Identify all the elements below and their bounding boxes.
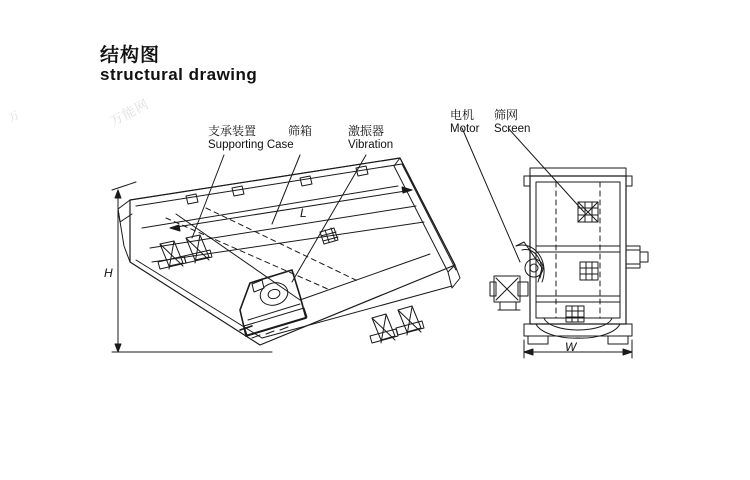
leader-screen bbox=[508, 128, 584, 212]
callout-supporting-case-cn: 支承装置 bbox=[208, 124, 257, 138]
motor-assembly bbox=[490, 276, 528, 310]
watermark-primary: 万能网 bbox=[107, 95, 152, 129]
callout-motor-en: Motor bbox=[450, 123, 480, 135]
dimension-height-label: H bbox=[104, 266, 113, 280]
callout-screen-mesh-cn: 筛网 bbox=[494, 108, 519, 122]
support-spring-left bbox=[158, 235, 212, 269]
callout-vibration-en: Vibration bbox=[348, 139, 394, 151]
callout-motor-cn: 电机 bbox=[450, 108, 475, 122]
callout-screen-mesh-en: Screen bbox=[494, 123, 531, 135]
page-title-en: structural drawing bbox=[100, 65, 258, 84]
callout-supporting-case-en: Supporting Case bbox=[208, 139, 294, 151]
page-title-cn: 结构图 bbox=[100, 45, 161, 66]
leader-vibration bbox=[292, 155, 366, 282]
dimension-length bbox=[170, 187, 412, 231]
front-view-mesh-hatch-top bbox=[578, 202, 598, 222]
side-elevation-view bbox=[112, 155, 460, 352]
dimension-width bbox=[524, 340, 632, 358]
watermark-secondary: 万 bbox=[6, 108, 23, 125]
front-view-mesh-hatch-mid bbox=[580, 262, 598, 280]
front-elevation-view bbox=[462, 128, 648, 358]
support-spring-right bbox=[370, 306, 424, 343]
dimension-width-label: W bbox=[565, 340, 577, 354]
bearing-block-right bbox=[626, 246, 648, 268]
dimension-length-label: L bbox=[300, 206, 307, 220]
leader-case bbox=[272, 155, 300, 224]
callout-screen-case-cn: 筛箱 bbox=[288, 124, 313, 138]
front-view-mesh-hatch-bottom bbox=[566, 306, 584, 322]
callout-vibration-cn: 激振器 bbox=[348, 124, 385, 138]
vibrator-exciter-assembly bbox=[240, 270, 306, 336]
leader-motor bbox=[462, 128, 520, 262]
